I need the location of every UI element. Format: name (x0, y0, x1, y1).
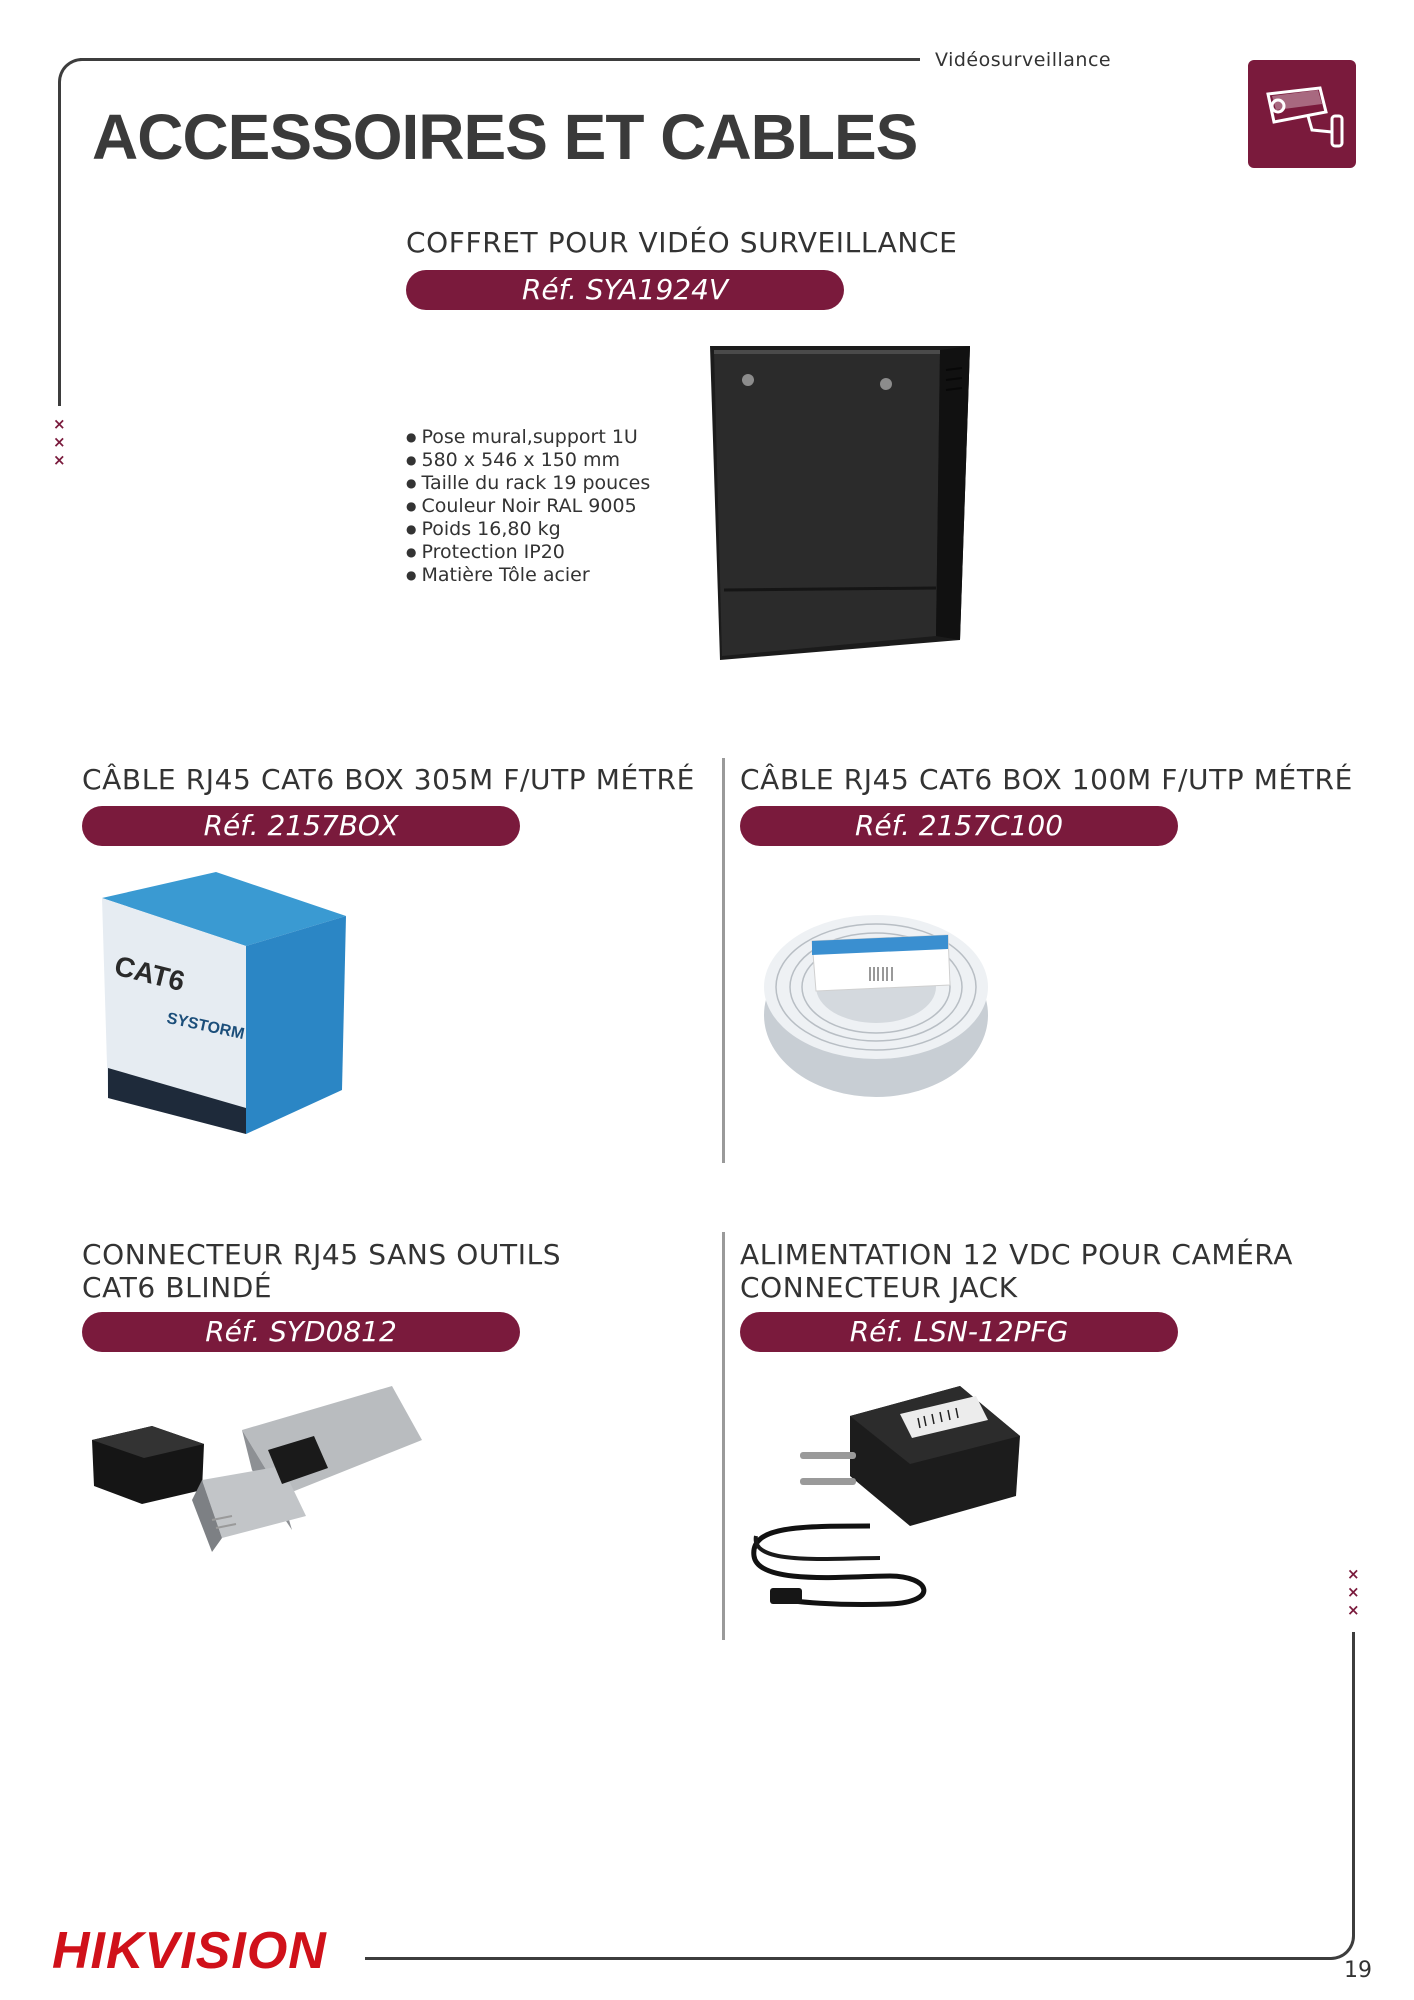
ref-pill-cable-100m: Réf. 2157C100 (740, 806, 1178, 846)
feature-item: ● Couleur Noir RAL 9005 (406, 495, 650, 518)
product-image-cable-box (96, 868, 356, 1138)
feature-list-coffret (406, 426, 650, 587)
cable-box-label: CAT6 (111, 949, 188, 998)
product-title-cable-305m: CÂBLE RJ45 CAT6 BOX 305M F/UTP MÉTRÉ (82, 763, 695, 796)
cctv-camera-icon (1248, 60, 1356, 168)
frame-top-line (80, 58, 920, 61)
column-divider-bottom (722, 1232, 725, 1640)
frame-top-left-corner (58, 58, 98, 98)
product-image-connector (92, 1380, 432, 1580)
product-title-line: CAT6 BLINDÉ (82, 1271, 273, 1304)
feature-item: ● Matière Tôle acier (406, 564, 650, 587)
feature-item: ● Protection IP20 (406, 541, 650, 564)
product-title-line: ALIMENTATION 12 VDC POUR CAMÉRA (740, 1238, 1294, 1271)
page-title: ACCESSOIRES ET CABLES (92, 101, 918, 173)
product-title-cable-100m: CÂBLE RJ45 CAT6 BOX 100M F/UTP MÉTRÉ (740, 763, 1353, 796)
product-image-coffret (700, 340, 980, 680)
product-title-line: CONNECTEUR JACK (740, 1271, 1018, 1304)
feature-item: ● Poids 16,80 kg (406, 518, 650, 541)
cable-box-brand: SYSTORM (165, 1010, 246, 1044)
hikvision-logo: HIKVISION (52, 1922, 327, 1980)
feature-item: ● Taille du rack 19 pouces (406, 472, 650, 495)
frame-right-line (1352, 1632, 1355, 1932)
frame-left-line (58, 96, 61, 406)
frame-bottom-line (365, 1957, 1325, 1960)
product-image-power-supply (740, 1376, 1040, 1616)
column-divider-top (722, 758, 725, 1163)
product-title-connector (82, 1238, 561, 1304)
ref-pill-connector: Réf. SYD0812 (82, 1312, 520, 1352)
section-badge (1248, 60, 1356, 168)
left-x-marks: × × × (53, 415, 66, 469)
product-title-coffret: COFFRET POUR VIDÉO SURVEILLANCE (406, 226, 958, 259)
product-title-line: CONNECTEUR RJ45 SANS OUTILS (82, 1238, 562, 1271)
ref-pill-coffret: Réf. SYA1924V (406, 270, 844, 310)
feature-item: ● 580 x 546 x 150 mm (406, 449, 650, 472)
frame-bottom-right-corner (1315, 1920, 1355, 1960)
product-image-cable-coil (760, 895, 992, 1100)
ref-pill-cable-305m: Réf. 2157BOX (82, 806, 520, 846)
feature-item: ● Pose mural,support 1U (406, 426, 650, 449)
section-label: Vidéosurveillance (935, 49, 1112, 71)
product-title-power-supply (740, 1238, 1293, 1304)
right-x-marks: × × × (1347, 1565, 1360, 1619)
page-number: 19 (1344, 1958, 1372, 1983)
ref-pill-power-supply: Réf. LSN-12PFG (740, 1312, 1178, 1352)
